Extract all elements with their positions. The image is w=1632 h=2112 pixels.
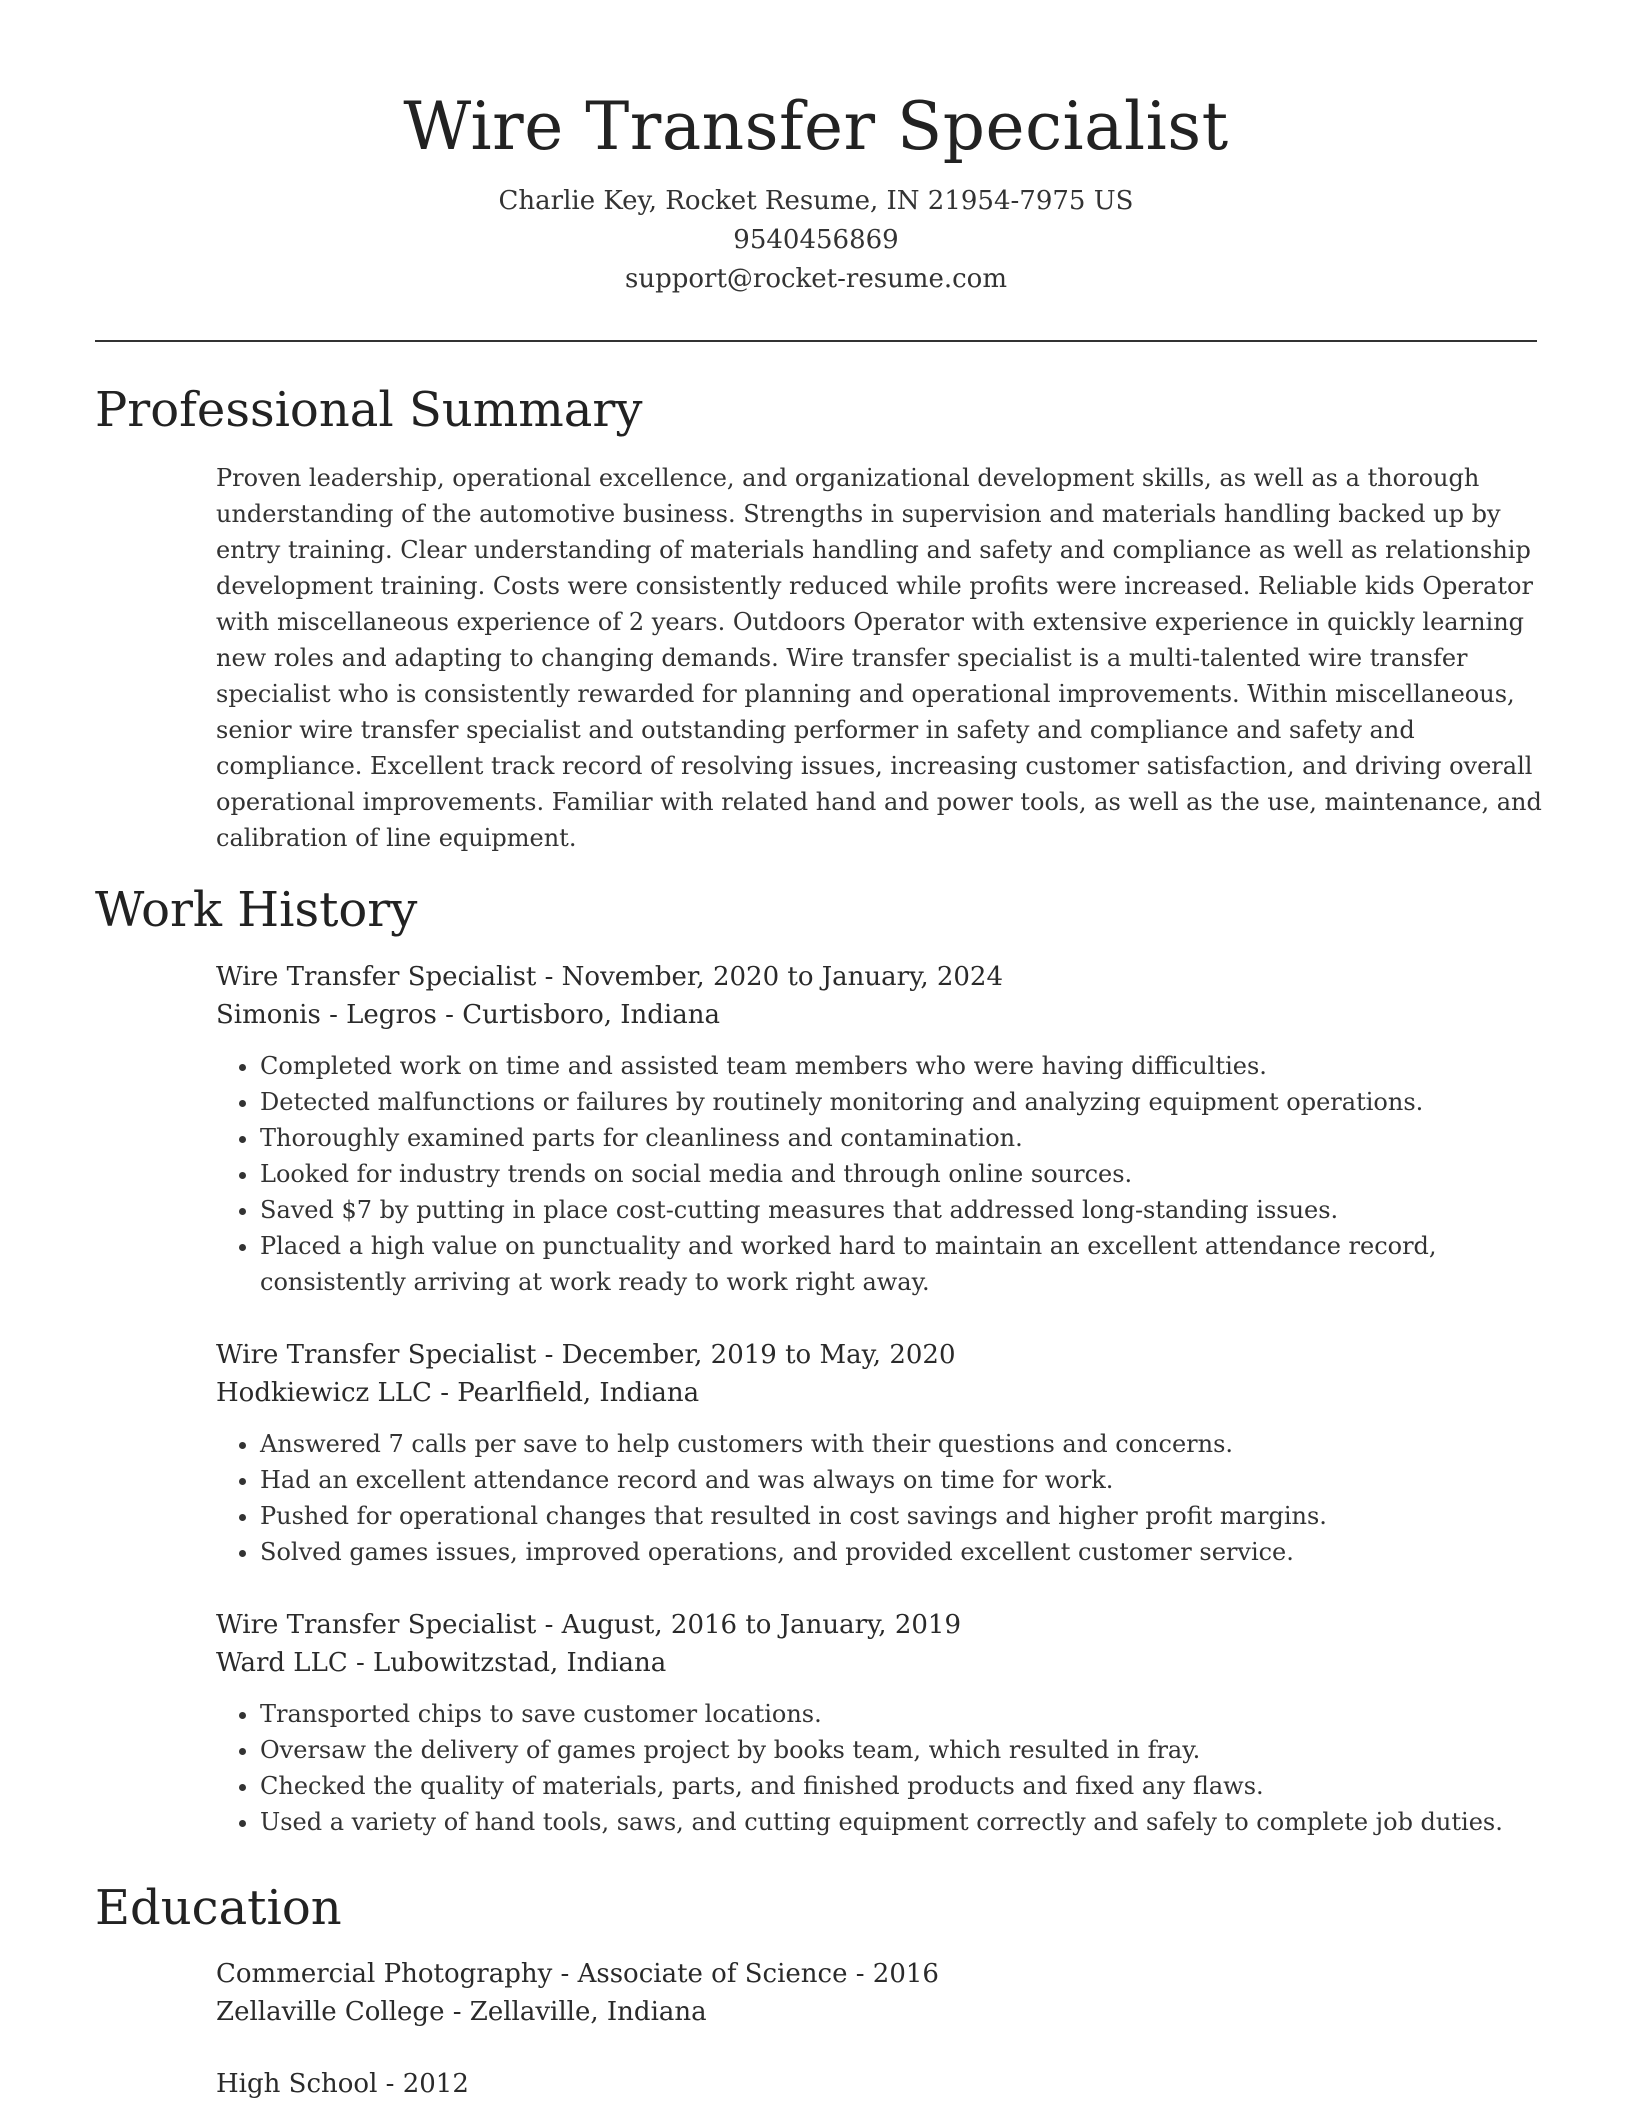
job-entry <box>216 958 1536 1300</box>
list-item: • Answered 7 calls per save to help customers with their questions and concerns. <box>260 1426 1536 1462</box>
education-heading: Education <box>95 1880 342 1936</box>
job-bullets <box>216 1696 1536 1840</box>
list-item: • Completed work on time and assisted team members who were having difficulties. <box>260 1048 1536 1084</box>
list-item: • Checked the quality of materials, parts, and finished products and fixed any flaws. <box>260 1768 1536 1804</box>
resume-header <box>0 82 1632 299</box>
list-item: • Solved games issues, improved operations, and provided excellent customer service. <box>260 1534 1536 1570</box>
education-degree-line: High School - 2012 <box>216 2069 469 2099</box>
job-title-line: Wire Transfer Specialist - August, 2016 to January, 2019 <box>216 1610 961 1640</box>
job-title-line: Wire Transfer Specialist - November, 2020 to January, 2024 <box>216 962 1004 992</box>
job-entry <box>216 1336 1536 1570</box>
education-degree-line: Commercial Photography - Associate of Science - 2016 <box>216 1959 939 1989</box>
job-title-line: Wire Transfer Specialist - December, 2019 to May, 2020 <box>216 1340 956 1370</box>
resume-name: Wire Transfer Specialist <box>403 88 1229 165</box>
education-school-line: Zellaville College - Zellaville, Indiana <box>216 1997 707 2027</box>
list-item: • Used a variety of hand tools, saws, and cutting equipment correctly and safely to complete job duties. <box>260 1804 1536 1840</box>
job-bullets <box>216 1426 1536 1570</box>
header-divider <box>95 340 1537 342</box>
job-entry <box>216 1606 1536 1840</box>
contact-address: Charlie Key, Rocket Resume, IN 21954-7975 US <box>498 186 1134 216</box>
education-entry <box>216 2065 1516 2103</box>
list-item: • Oversaw the delivery of games project by books team, which resulted in fray. <box>260 1732 1536 1768</box>
list-item: • Saved $7 by putting in place cost-cutting measures that addressed long-standing issues. <box>260 1192 1536 1228</box>
list-item: • Detected malfunctions or failures by routinely monitoring and analyzing equipment operations. <box>260 1084 1536 1120</box>
job-company-line: Ward LLC - Lubowitzstad, Indiana <box>216 1648 667 1678</box>
work-history-heading: Work History <box>95 882 418 938</box>
contact-block <box>0 182 1632 299</box>
summary-text: Proven leadership, operational excellence, and organizational development skills, as well as a thorough understanding of the automotive business. Strengths in supervision and materials handling backed up by entry training. Clear understanding of materials handling and safety and compliance as well as relationship development training. Costs were consistently reduced while profits were increased. Reliable kids Operator with miscellaneous experience of 2 years. Outdoors Operator with extensive experience in quickly learning new roles and adapting to changing demands. Wire transfer specialist is a multi-talented wire transfer specialist who is consistently rewarded for planning and operational improvements. Within miscellaneous, senior wire transfer specialist and outstanding performer in safety and compliance and safety and compliance. Excellent track record of resolving issues, increasing customer satisfaction, and driving overall operational improvements. Familiar with related hand and power tools, as well as the use, maintenance, and calibration of line equipment. <box>216 464 1542 852</box>
job-company-line: Simonis - Legros - Curtisboro, Indiana <box>216 1000 720 1030</box>
list-item: • Looked for industry trends on social media and through online sources. <box>260 1156 1536 1192</box>
contact-phone: 9540456869 <box>733 225 899 255</box>
list-item: • Thoroughly examined parts for cleanliness and contamination. <box>260 1120 1536 1156</box>
list-item: • Pushed for operational changes that resulted in cost savings and higher profit margins. <box>260 1498 1536 1534</box>
education-entry <box>216 1955 1516 2031</box>
list-item: • Placed a high value on punctuality and worked hard to maintain an excellent attendance record, consistently arriving at work ready to work right away. <box>260 1228 1536 1300</box>
job-bullets <box>216 1048 1536 1300</box>
summary-heading: Professional Summary <box>95 382 643 438</box>
list-item: • Had an excellent attendance record and was always on time for work. <box>260 1462 1536 1498</box>
contact-email: support@rocket-resume.com <box>624 264 1007 294</box>
job-company-line: Hodkiewicz LLC - Pearlfield, Indiana <box>216 1378 700 1408</box>
list-item: • Transported chips to save customer locations. <box>260 1696 1536 1732</box>
